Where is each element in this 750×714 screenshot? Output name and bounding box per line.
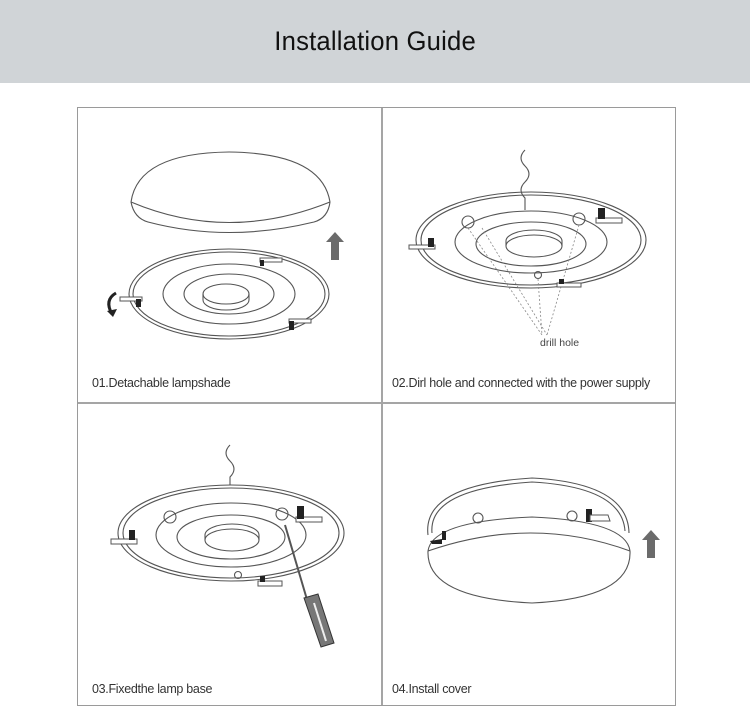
step-panel-2 [382, 108, 677, 402]
cover-installed-on-base-icon [382, 403, 677, 707]
step-caption-1: 01.Detachable lampshade [92, 376, 231, 390]
page-title: Installation Guide [274, 26, 476, 56]
step-panel-3 [78, 403, 381, 707]
step-panel-1 [78, 108, 381, 402]
arrow-up-icon [326, 232, 344, 260]
screwdriver-shaft-icon [285, 525, 308, 603]
drill-hole-label: drill hole [540, 337, 580, 349]
step-caption-4: 04.Install cover [392, 682, 472, 696]
arrow-up-icon [642, 530, 660, 558]
base-with-drill-holes-icon [382, 108, 677, 402]
screwdriver-fixing-base-icon [78, 403, 381, 707]
step-panel-4 [382, 403, 677, 707]
step-caption-2: 02.Dirl hole and connected with the power supply [392, 376, 650, 390]
header-banner [0, 0, 750, 83]
lampshade-lifted-from-base-icon [78, 108, 381, 402]
step-caption-3: 03.Fixedthe lamp base [92, 682, 213, 696]
installation-steps-grid [77, 107, 676, 706]
